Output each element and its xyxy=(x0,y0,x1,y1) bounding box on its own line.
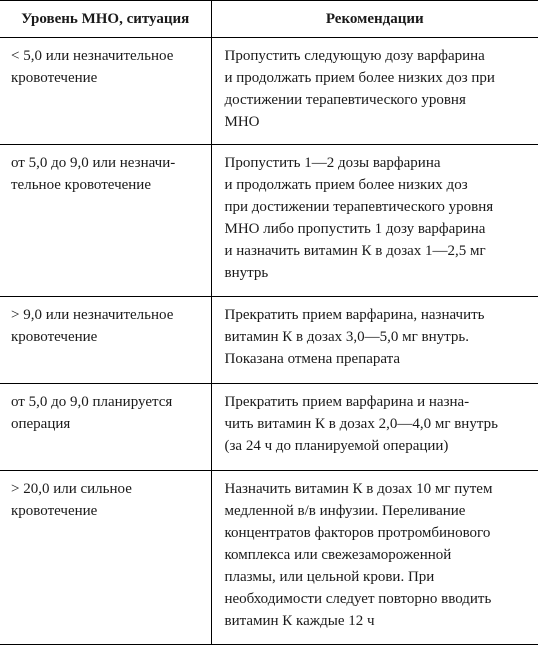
table-header-row xyxy=(0,1,538,38)
header-situation: Уровень МНО, ситуация xyxy=(0,1,211,38)
recommendation-line: необходимости следует повторно вводить xyxy=(224,591,492,607)
situation-cell xyxy=(0,384,211,471)
situation-line: тельное кровотечение xyxy=(11,177,151,193)
situation-cell xyxy=(0,38,211,145)
recommendation-cell xyxy=(211,145,538,297)
situation-cell xyxy=(0,297,211,384)
recommendation-cell xyxy=(211,38,538,145)
situation-cell xyxy=(0,471,211,645)
header-recommendations: Рекомендации xyxy=(211,1,538,38)
recommendation-line: и продолжать прием более низких доз xyxy=(224,177,468,193)
recommendation-line: Пропустить 1—2 дозы варфарина xyxy=(224,155,441,171)
recommendation-line: плазмы, или цельной крови. При xyxy=(224,569,435,585)
table-row xyxy=(0,145,538,297)
recommendation-line: Прекратить прием варфарина, назначить xyxy=(224,307,485,323)
table-row xyxy=(0,471,538,645)
table-row xyxy=(0,384,538,471)
situation-line: от 5,0 до 9,0 планируется xyxy=(11,394,173,410)
recommendation-line: и продолжать прием более низких доз при xyxy=(224,70,495,86)
recommendation-line: медленной в/в инфузии. Переливание xyxy=(224,503,466,519)
recommendation-line: концентратов факторов протромбинового xyxy=(224,525,491,541)
table-row xyxy=(0,297,538,384)
recommendation-line: достижении терапевтического уровня xyxy=(224,92,466,108)
recommendation-line: витамин К в дозах 3,0—5,0 мг внутрь. xyxy=(224,329,469,345)
recommendation-cell xyxy=(211,471,538,645)
recommendation-line: Прекратить прием варфарина и назна- xyxy=(224,394,470,410)
situation-line: > 20,0 или сильное xyxy=(11,481,132,497)
table-row xyxy=(0,38,538,145)
recommendation-line: при достижении терапевтического уровня xyxy=(224,199,494,215)
situation-line: кровотечение xyxy=(11,503,98,519)
recommendation-line: внутрь xyxy=(224,265,269,281)
recommendation-line: комплекса или свежезамороженной xyxy=(224,547,452,563)
recommendation-line: Пропустить следующую дозу варфарина xyxy=(224,48,485,64)
situation-line: от 5,0 до 9,0 или незначи- xyxy=(11,155,176,171)
recommendation-line: МНО xyxy=(224,114,260,130)
situation-cell xyxy=(0,145,211,297)
recommendation-line: витамин К каждые 12 ч xyxy=(224,613,375,629)
recommendation-line: и назначить витамин К в дозах 1—2,5 мг xyxy=(224,243,486,259)
situation-line: > 9,0 или незначительное xyxy=(11,307,174,323)
recommendation-line: чить витамин К в дозах 2,0—4,0 мг внутрь xyxy=(224,416,498,432)
recommendation-cell xyxy=(211,297,538,384)
situation-line: кровотечение xyxy=(11,70,98,86)
recommendation-cell xyxy=(211,384,538,471)
situation-line: < 5,0 или незначительное xyxy=(11,48,174,64)
recommendation-line: (за 24 ч до планируемой операции) xyxy=(224,438,449,454)
recommendation-line: Назначить витамин К в дозах 10 мг путем xyxy=(224,481,493,497)
recommendation-line: МНО либо пропустить 1 дозу варфарина xyxy=(224,221,486,237)
situation-line: кровотечение xyxy=(11,329,98,345)
recommendation-line: Показана отмена препарата xyxy=(224,351,401,367)
situation-line: операция xyxy=(11,416,71,432)
